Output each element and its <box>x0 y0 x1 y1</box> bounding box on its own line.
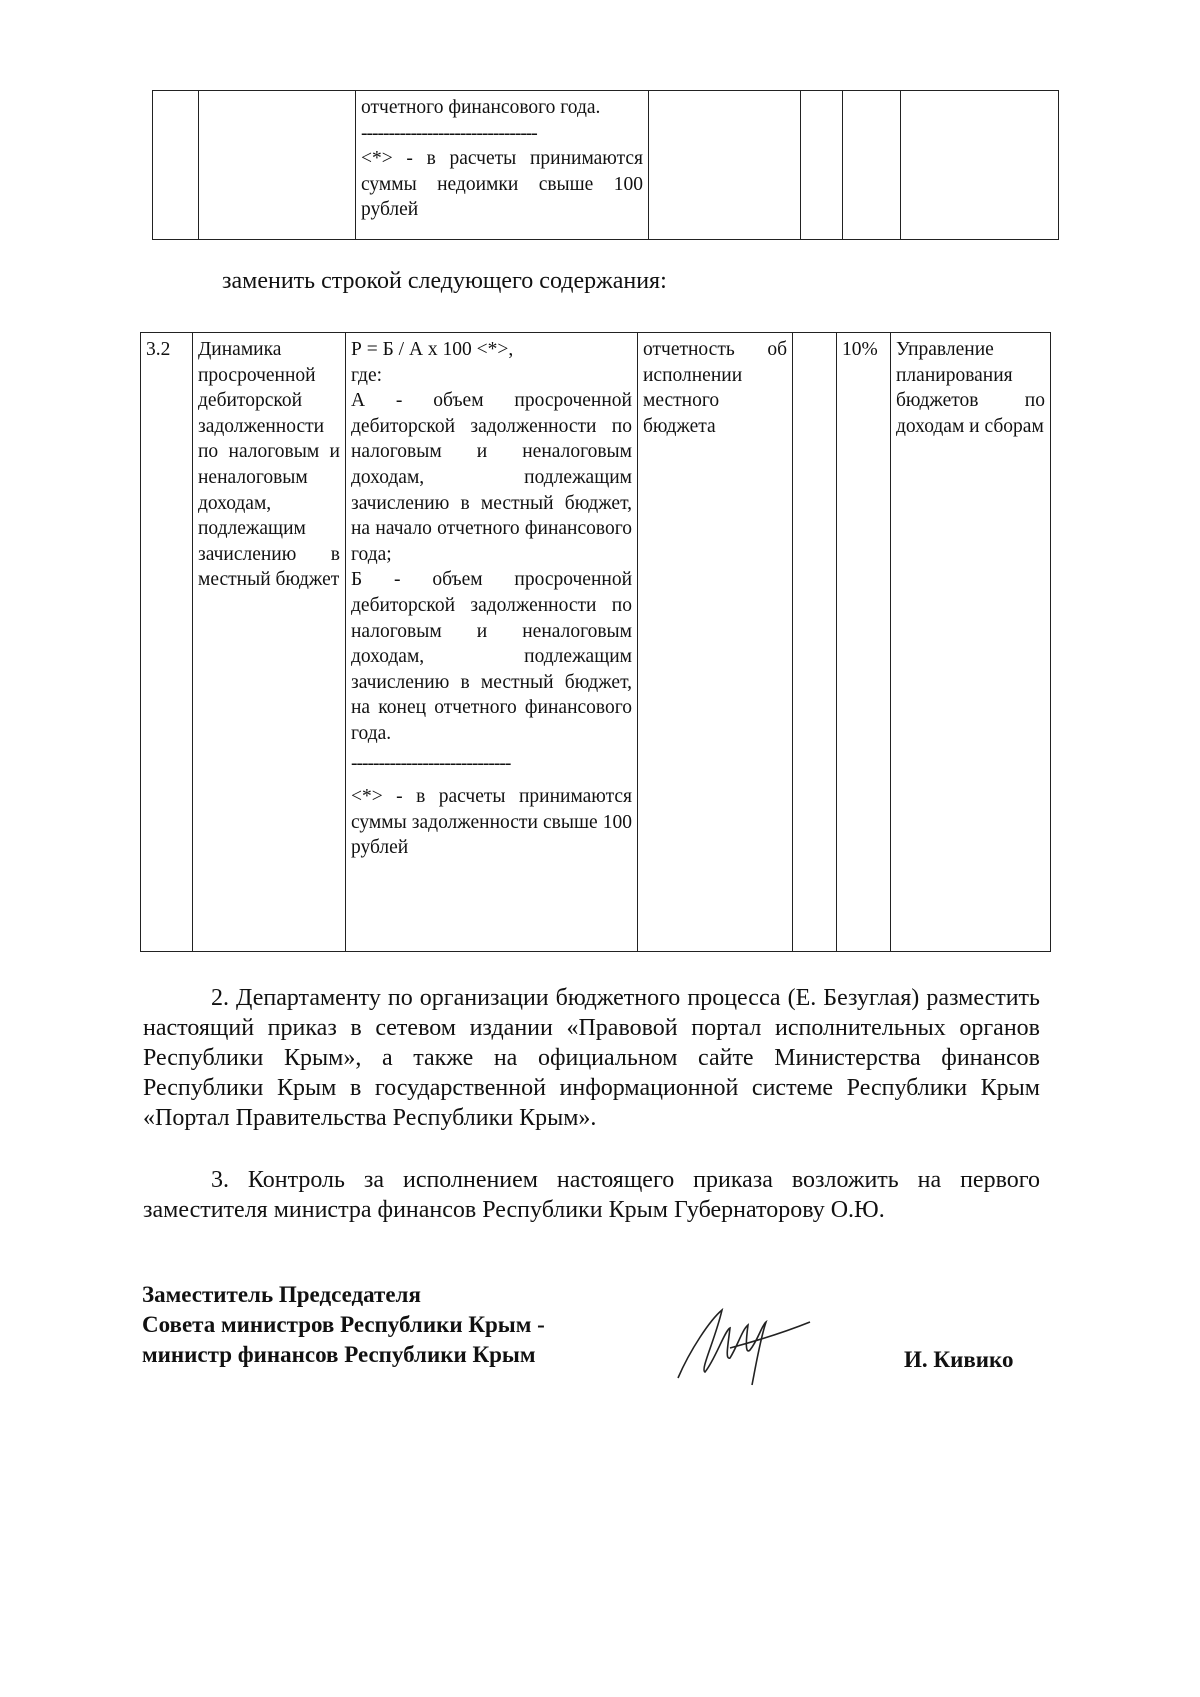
replace-instruction: заменить строкой следующего содержания: <box>222 268 667 294</box>
cell-formula <box>346 333 638 952</box>
separator: -------------------------------- <box>361 122 537 144</box>
signatory-title <box>142 1280 545 1370</box>
weight: 10% <box>837 333 891 952</box>
footnote: <*> - в расчеты принимаются суммы задолженности свыше 100 рублей <box>351 786 632 859</box>
cell-empty <box>793 333 837 952</box>
handwritten-signature <box>670 1300 820 1390</box>
a-definition: А - объем просроченной дебиторской задолженности по налоговым и неналоговым доходам, подлежащим зачислению в местный бюджет, на начало отчетного финансового года; <box>351 390 632 565</box>
title-line: министр финансов Республики Крым <box>142 1342 536 1367</box>
cell-empty <box>199 91 356 240</box>
b-definition: Б - объем просроченной дебиторской задолженности по налоговым и неналоговым доходам, подлежащим зачислению в местный бюджет, на конец отчетного финансового года. <box>351 569 632 744</box>
title-line: Совета министров Республики Крым - <box>142 1312 545 1337</box>
row-number: 3.2 <box>141 333 193 952</box>
where-label: где: <box>351 364 383 386</box>
formula-tail: отчетного финансового года. <box>361 97 601 118</box>
paragraph-3: 3. Контроль за исполнением настоящего приказа возложить на первого заместителя министра финансов Республики Крым Губернаторову О.Ю. <box>143 1167 1040 1223</box>
cell-formula <box>356 91 649 240</box>
table-row <box>141 333 1051 952</box>
cell-empty <box>153 91 199 240</box>
cell-empty <box>801 91 843 240</box>
title-line: Заместитель Председателя <box>142 1282 421 1307</box>
paragraph-2: 2. Департаменту по организации бюджетного процесса (Е. Безуглая) разместить настоящий приказ в сетевом издании «Правовой портал исполнительных органов Республики Крым», а также на официальном сайте Министерства финансов Республики Крым в государственной информационной системе Республики Крым «Портал Правительства Республики Крым». <box>143 985 1040 1131</box>
cell-empty <box>649 91 801 240</box>
signatory-name: И. Кивико <box>904 1347 1014 1372</box>
table-row <box>153 91 1059 240</box>
formula: Р = Б / А х 100 <*>, <box>351 339 514 360</box>
data-source: отчетность об исполнении местного бюджета <box>638 333 793 952</box>
old-row-table <box>152 90 1059 240</box>
cell-empty <box>901 91 1059 240</box>
new-row-table <box>140 332 1051 952</box>
responsible-department: Управление планирования бюджетов по доходам и сборам <box>891 333 1051 952</box>
cell-empty <box>843 91 901 240</box>
separator: ----------------------------- <box>351 752 511 774</box>
indicator-name: Динамика просроченной дебиторской задолженности по налоговым и неналоговым доходам, подлежащим зачислению в местный бюджет <box>193 333 346 952</box>
footnote: <*> - в расчеты принимаются суммы недоимки свыше 100 рублей <box>361 148 643 221</box>
